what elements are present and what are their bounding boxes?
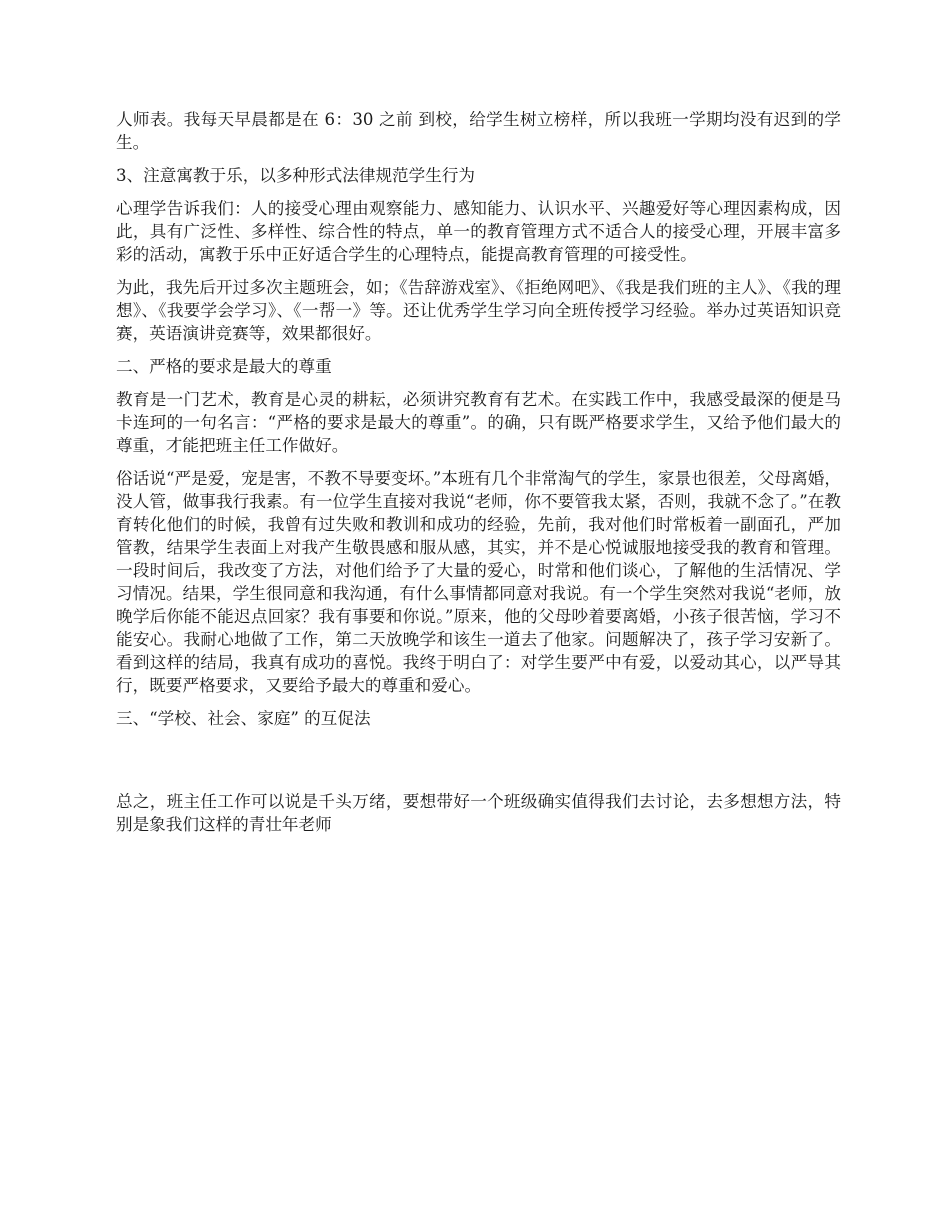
paragraph-naughty-students: 俗话说“严是爱，宠是害，不教不导要变坏。”本班有几个非常淘气的学生，家景也很差，父母离婚，没人管，做事我行我素。有一位学生直接对我说“老师，你不要管我太紧，否则，我就不念了。”在教育转化他们的时候，我曾有过失败和教训和成功的经验，先前，我对他们时常板着一副面孔，严加管教，结果学生表面上对我产生敬畏感和服从感，其实，并不是心悦诚服地接受我的教育和管理。一段时间后，我改变了方法，对他们给予了大量的爱心，时常和他们谈心，了解他的生活情况、学习情况。结果，学生很同意和我沟通，有什么事情都同意对我说。有一个学生突然对我说“老师，放晚学后你能不能迟点回家？我有事要和你说。”原来，他的父母吵着要离婚，小孩子很苦恼，学习不能安心。我耐心地做了工作，第二天放晚学和该生一道去了他家。问题解决了，孩子学习安新了。看到这样的结局，我真有成功的喜悦。我终于明白了：对学生要严中有爱，以爱动其心，以严导其行，既要严格要求，又要给予最大的尊重和爱心。 xyxy=(116,469,841,695)
paragraph-psychology: 心理学告诉我们：人的接受心理由观察能力、感知能力、认识水平、兴趣爱好等心理因素构成，因此，具有广泛性、多样性、综合性的特点，单一的教育管理方式不适合人的接受心理，开展丰富多彩的活动，寓教于乐中正好适合学生的心理特点，能提高教育管理的可接受性。 xyxy=(116,199,841,264)
heading-strict-respect: 二、严格的要求是最大的尊重 xyxy=(116,357,332,376)
blank-gap xyxy=(116,740,841,790)
document-page xyxy=(116,108,841,846)
paragraph-education-art: 教育是一门艺术，教育是心灵的耕耘，必须讲究教育有艺术。在实践工作中，我感受最深的便是马卡连珂的一句名言：“严格的要求是最大的尊重”。的确，只有既严格要求学生，又给予他们最大的尊重，才能把班主任工作做好。 xyxy=(116,390,841,455)
heading-school-society-family: 三、“学校、社会、家庭” 的互促法 xyxy=(116,709,371,728)
paragraph-conclusion: 总之，班主任工作可以说是千头万绪，要想带好一个班级确实值得我们去讨论，去多想想方法，特别是象我们这样的青壮年老师 xyxy=(116,792,841,834)
heading-edutainment: 3、注意寓教于乐，以多种形式法律规范学生行为 xyxy=(116,166,476,185)
paragraph-punctuality: 人师表。我每天早晨都是在 6：30 之前 到校，给学生树立榜样，所以我班一学期均没有迟到的学生。 xyxy=(116,110,841,152)
paragraph-class-meetings: 为此，我先后开过多次主题班会，如；《告辞游戏室》、《拒绝网吧》、《我是我们班的主人》、《我的理想》、《我要学会学习》、《一帮一》等。还让优秀学生学习向全班传授学习经验。举办过英语知识竞赛，英语演讲竞赛等，效果都很好。 xyxy=(116,278,841,343)
